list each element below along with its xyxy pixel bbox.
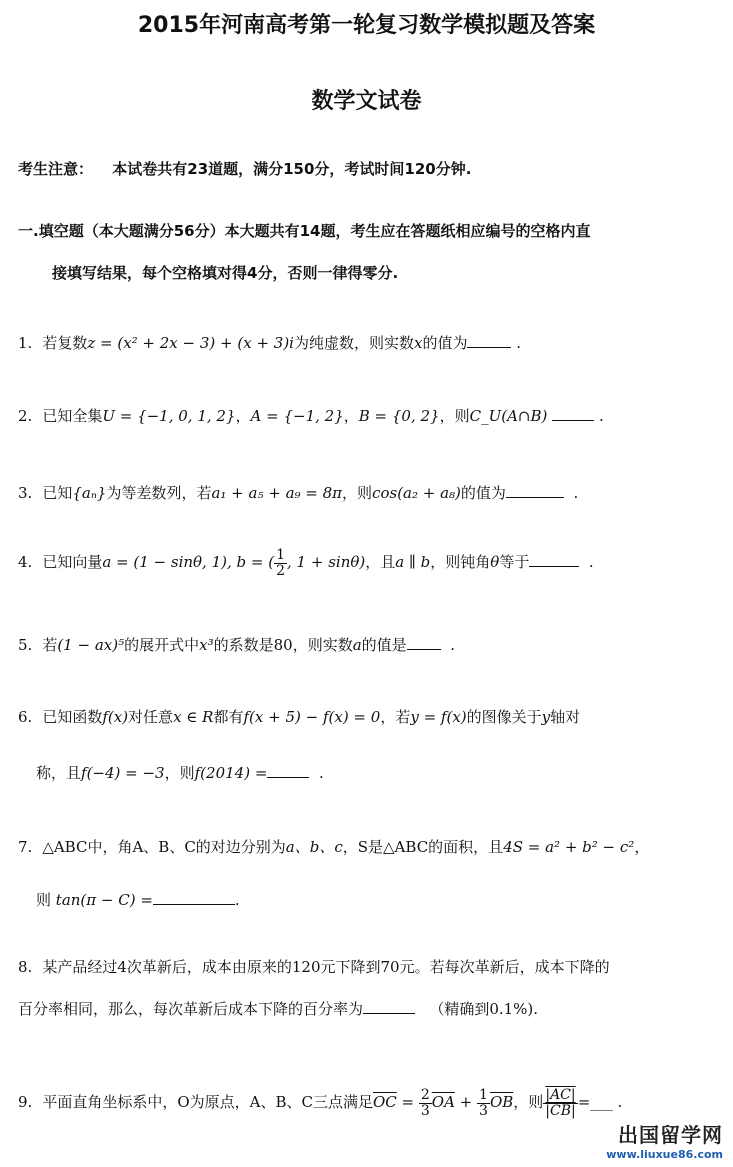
watermark: [606, 1119, 723, 1161]
fraction: $\frac{1}{2}$: [276, 547, 286, 579]
question-2: 2. 已知全集U = {−1, 0, 1, 2}，A = {−1, 2}，B = {0, 2}，则C_U(A∩B) .: [18, 407, 604, 425]
section-heading-line1: 一.填空题（本大题满分56分）本大题共有14题，考生应在答题纸相应编号的空格内直: [18, 222, 591, 240]
answer-blank[interactable]: [407, 634, 441, 650]
notice-text: 本试卷共有23道题，满分150分，考试时间120分钟.: [112, 160, 472, 178]
answer-blank[interactable]: [552, 405, 594, 421]
question-6-line2: 称，且f(−4) = −3，则f(2014) = .: [36, 764, 324, 782]
answer-blank[interactable]: [506, 482, 564, 498]
question-3: 3. 已知{aₙ}为等差数列，若a₁ + a₅ + a₉ = 8π，则cos(a₂ + a₈)的值为 .: [18, 484, 579, 502]
watermark-brand: 出国留学网: [618, 1123, 723, 1147]
answer-blank[interactable]: [529, 551, 579, 567]
answer-blank[interactable]: [467, 332, 511, 348]
page-subtitle: 数学文试卷: [311, 89, 422, 114]
fraction: $\frac{|AC|}{|CB|}$: [545, 1087, 576, 1119]
watermark-url[interactable]: www.liuxue86.com: [606, 1148, 723, 1161]
question-6: 6. 已知函数f(x)对任意x ∈ R都有f(x + 5) − f(x) = 0，若y = f(x)的图像关于y轴对: [18, 708, 581, 726]
question-4: 4. 已知向量a = (1 − sinθ, 1), b = ( $\frac{1}{2}$ , 1 + sinθ)，且a ∥ b，则钝角θ等于 .: [18, 547, 594, 579]
question-9: 9. 平面直角坐标系中，O为原点，A、B、C三点满足$\overline{OC}$ = $\frac{2}{3}$ $\overline{OA}$ + $\frac{1}{3}$ $\overline{OB}$，则 $\frac{|AC|}{|CB|}$ =___ .: [18, 1087, 623, 1119]
exam-notice: [18, 158, 471, 179]
answer-blank[interactable]: [267, 762, 309, 778]
question-8: 8. 某产品经过4次革新后，成本由原来的120元下降到70元。若每次革新后，成本下降的: [18, 958, 610, 976]
answer-blank[interactable]: [153, 889, 235, 905]
question-8-line2: 百分率相同，那么，每次革新后成本下降的百分率为 （精确到0.1%).: [18, 1000, 539, 1018]
fraction: $\frac{1}{3}$: [479, 1087, 488, 1119]
answer-blank[interactable]: [363, 998, 415, 1014]
question-7-line2: 则 tan(π − C) = .: [36, 891, 240, 909]
question-5: 5. 若(1 − ax)⁵的展开式中x³的系数是80，则实数a的值是 .: [18, 636, 455, 654]
section-heading-line2: 接填写结果，每个空格填对得4分，否则一律得零分.: [52, 264, 399, 282]
question-7: 7. △ABC中，角A、B、C的对边分别为a、b、c，S是△ABC的面积，且4S = a² + b² − c²，: [18, 838, 650, 856]
question-1: 1. 若复数z = (x² + 2x − 3) + (x + 3)i为纯虚数，则实数x的值为 .: [18, 334, 522, 352]
fraction: $\frac{2}{3}$: [420, 1087, 430, 1119]
page-title: 2015年河南高考第一轮复习数学模拟题及答案: [137, 13, 596, 38]
notice-label: 考生注意：: [18, 160, 94, 178]
